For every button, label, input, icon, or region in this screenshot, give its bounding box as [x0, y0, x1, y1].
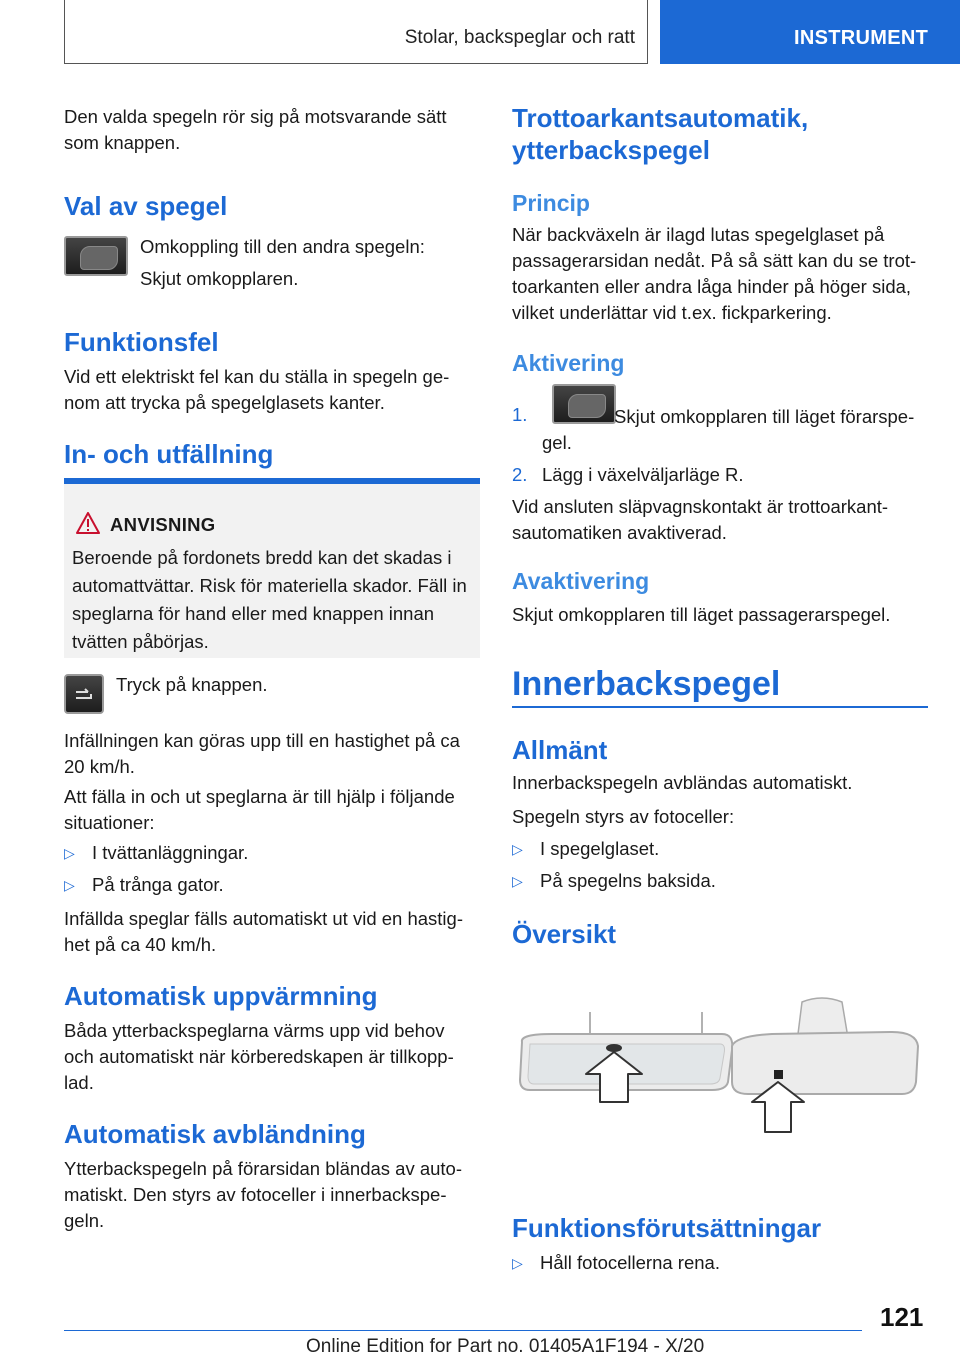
fold-line: 20 km/h.	[64, 756, 135, 777]
header-chapter-box[interactable]	[660, 0, 960, 64]
dimming-line: geln.	[64, 1210, 105, 1231]
warning-triangle-icon	[76, 512, 100, 534]
heating-line: och automatiskt när körberedskapen är tillkopp-	[64, 1046, 454, 1067]
heading-automatisk-avblandning: Automatisk avbländning	[64, 1119, 366, 1149]
heading-line: Trottoarkantsautomatik,	[512, 103, 809, 133]
list-item: ▷ På trånga gator.	[64, 874, 224, 895]
allmant-line-2: Spegeln styrs av fotoceller:	[512, 806, 735, 827]
funktionsfel-line: Vid ett elektriskt fel kan du ställa in spegeln ge-	[64, 366, 450, 387]
aktivering-paragraph	[512, 494, 932, 546]
footer-edition[interactable]: Online Edition for Part no. 01405A1F194 - X/20	[306, 1336, 705, 1357]
heading-trottoarkantsautomatik	[512, 102, 808, 166]
heading-in-och-utfallning: In- och utfällning	[64, 439, 274, 469]
avaktivering-text: Skjut omkopplaren till läget passagerarspegel.	[512, 604, 891, 625]
notice-line: speglarna för hand eller med knappen innan	[72, 603, 435, 624]
fold-button-icon	[64, 674, 104, 714]
fold-paragraph-1	[64, 728, 484, 780]
heading-funktionsforutsattningar: Funktionsförutsättningar	[512, 1213, 822, 1243]
notice-line: automattvättar. Risk för materiella skador. Fäll in	[72, 575, 467, 596]
princip-line: vilket underlättar vid t.ex. fickparkering.	[512, 302, 832, 323]
list-item: ▷ På spegelns baksida.	[512, 870, 716, 891]
heating-line: Båda ytterbackspeglarna värms upp vid behov	[64, 1020, 445, 1041]
mirror-switch-icon	[552, 384, 616, 424]
step-1	[512, 404, 932, 460]
heating-paragraph	[64, 1018, 484, 1096]
triangle-bullet-icon: ▷	[512, 873, 523, 889]
heading-rule	[512, 706, 928, 708]
intro-line: Den valda spegeln rör sig på motsvarande sätt	[64, 106, 447, 127]
funktionsfel-line: nom att trycka på spegelglasets kanter.	[64, 392, 385, 413]
fold-line: situationer:	[64, 812, 155, 833]
rear-view-mirror-illustration	[512, 990, 928, 1140]
mirror-switch-icon	[64, 236, 128, 276]
fold-line: Att fälla in och ut speglarna är till hjälp i följande	[64, 786, 455, 807]
princip-line: toarkanten eller andra låga hinder på höger sida,	[512, 276, 912, 297]
fold-line: het på ca 40 km/h.	[64, 934, 217, 955]
aktivering-line: sautomatiken avaktiverad.	[512, 522, 727, 543]
princip-line: passagerarsidan nedåt. På så sätt kan du se trot-	[512, 250, 917, 271]
step-text: Skjut omkopplaren till läget förarspe-	[614, 406, 915, 427]
fold-line: Infällningen kan göras upp till en hastighet på ca	[64, 730, 460, 751]
notice-title: ANVISNING	[110, 514, 216, 535]
intro-paragraph	[64, 104, 484, 156]
heading-avaktivering: Avaktivering	[512, 568, 650, 594]
header-section-title: Stolar, backspeglar och ratt	[404, 27, 635, 48]
allmant-line-1: Innerbackspegeln avbländas automatiskt.	[512, 772, 853, 793]
val-text-1: Omkoppling till den andra spegeln:	[140, 236, 425, 257]
heading-allmant: Allmänt	[512, 735, 608, 765]
heading-line: ytterbackspegel	[512, 135, 710, 165]
step-number: 1.	[512, 404, 528, 425]
step-text: gel.	[542, 432, 572, 453]
heading-val-av-spegel: Val av spegel	[64, 191, 228, 221]
funktionsfel-paragraph	[64, 364, 484, 416]
notice-text	[72, 544, 476, 656]
header-section-box	[64, 0, 648, 64]
heating-line: lad.	[64, 1072, 94, 1093]
fold-line: Infällda speglar fälls automatiskt ut vid en hastig-	[64, 908, 463, 929]
header-chapter-title[interactable]: INSTRUMENT	[794, 27, 929, 49]
triangle-bullet-icon: ▷	[512, 841, 523, 857]
intro-line: som knappen.	[64, 132, 181, 153]
princip-line: När backväxeln är ilagd lutas spegelglaset på	[512, 224, 885, 245]
notice-line: Beroende på fordonets bredd kan det skadas i	[72, 547, 452, 568]
heading-funktionsfel: Funktionsfel	[64, 327, 219, 357]
step-2	[512, 462, 932, 488]
list-item: ▷ Håll fotocellerna rena.	[512, 1252, 720, 1273]
aktivering-line: Vid ansluten släpvagnskontakt är trottoarkant-	[512, 496, 889, 517]
dimming-line: Ytterbackspegeln på förarsidan bländas av auto-	[64, 1158, 463, 1179]
footer-rule	[64, 1330, 862, 1331]
triangle-bullet-icon: ▷	[64, 877, 75, 893]
step-number: 2.	[512, 464, 528, 485]
triangle-bullet-icon: ▷	[512, 1255, 523, 1271]
triangle-bullet-icon: ▷	[64, 845, 75, 861]
fold-paragraph-2	[64, 784, 484, 836]
list-item: ▷ I tvättanläggningar.	[64, 842, 249, 863]
fold-paragraph-3	[64, 906, 484, 958]
heading-automatisk-uppvarmning: Automatisk uppvärmning	[64, 981, 378, 1011]
step-text: Lägg i växelväljarläge R.	[542, 464, 744, 485]
val-text-2: Skjut omkopplaren.	[140, 268, 299, 289]
dimming-line: matiskt. Den styrs av fotoceller i innerbackspe-	[64, 1184, 447, 1205]
heading-princip: Princip	[512, 190, 590, 216]
heading-innerbackspegel: Innerbackspegel	[512, 665, 781, 703]
press-button-text: Tryck på knappen.	[116, 674, 268, 695]
list-item: ▷ I spegelglaset.	[512, 838, 660, 859]
notice-box	[64, 478, 480, 658]
page-number: 121	[880, 1302, 924, 1332]
princip-paragraph	[512, 222, 932, 326]
heading-oversikt: Översikt	[512, 919, 617, 949]
heading-aktivering: Aktivering	[512, 350, 625, 376]
notice-line: tvätten påbörjas.	[72, 631, 209, 652]
dimming-paragraph	[64, 1156, 484, 1234]
